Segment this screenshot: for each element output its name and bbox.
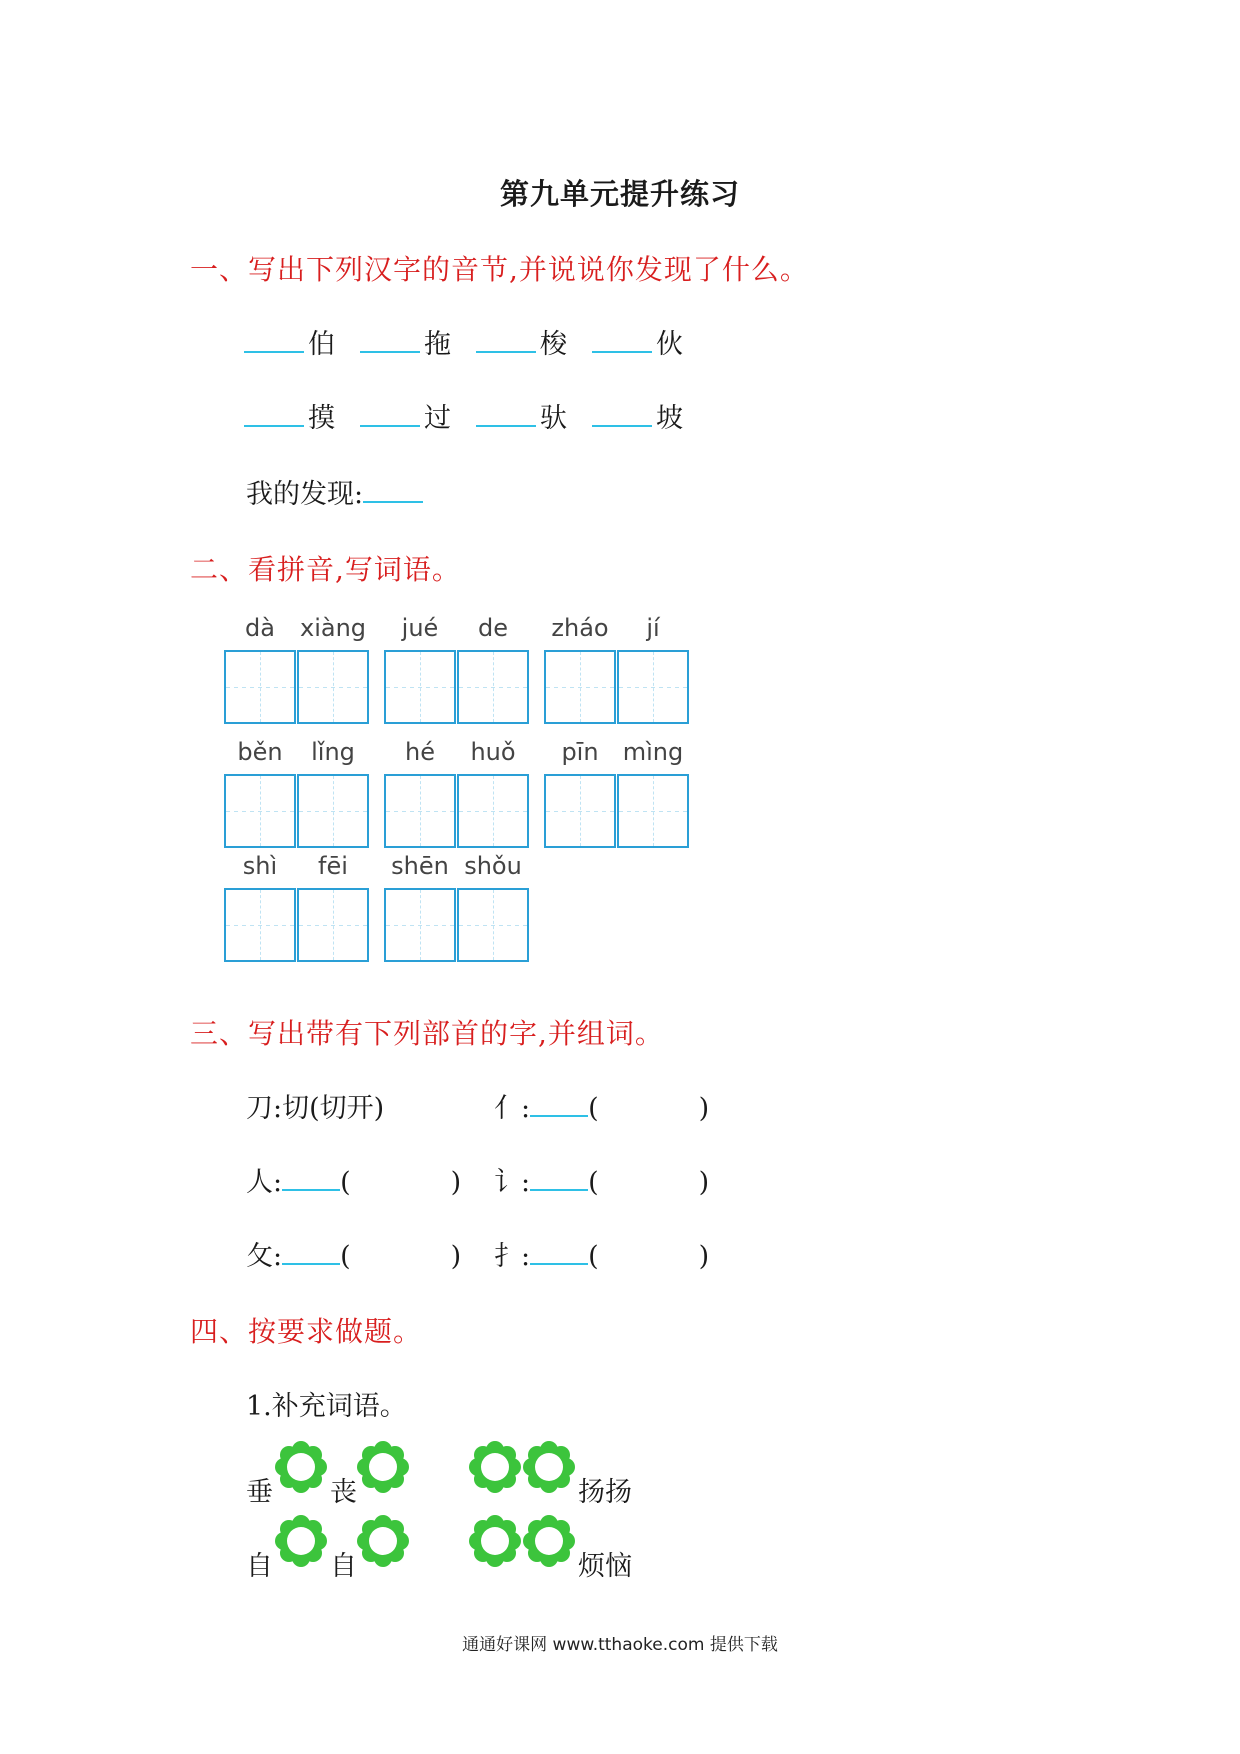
idiom-char: 扬扬 [578, 1477, 632, 1508]
flower-blank-icon[interactable] [274, 1440, 328, 1494]
paren-open: ( [588, 1093, 599, 1124]
answer-blank[interactable] [282, 1163, 340, 1191]
radical-label: 亻: [494, 1093, 531, 1124]
paren-open: ( [340, 1167, 351, 1198]
paren-close: ) [450, 1167, 462, 1198]
flower-blank-icon[interactable] [522, 1514, 576, 1568]
section2-heading: 二、看拼音,写词语。 [190, 553, 461, 586]
writing-cell[interactable] [617, 650, 689, 724]
answer-blank[interactable] [476, 325, 536, 353]
radical-label: 讠: [494, 1167, 531, 1198]
writing-cell[interactable] [224, 650, 296, 724]
radical-item [494, 1234, 709, 1273]
flower-blank-icon[interactable] [356, 1440, 410, 1494]
pinyin-label: jí [646, 614, 660, 642]
answer-blank[interactable] [360, 399, 420, 427]
pinyin-label: shēn [391, 852, 449, 880]
radical-label: 人: [246, 1167, 283, 1198]
answer-blank[interactable] [530, 1089, 588, 1117]
paren-open: ( [340, 1241, 351, 1272]
syllable-item [244, 396, 335, 435]
writing-cell[interactable] [384, 888, 456, 962]
pinyin-label: běn [237, 738, 283, 766]
pinyin-label: shǒu [464, 852, 522, 880]
hanzi-char: 摸 [308, 403, 335, 434]
writing-cell[interactable] [297, 774, 369, 848]
hanzi-char: 梭 [540, 329, 567, 360]
idiom-char: 自 [330, 1551, 357, 1582]
syllable-item [476, 322, 567, 361]
paren-close: ) [698, 1241, 710, 1272]
writing-cell[interactable] [224, 774, 296, 848]
answer-blank[interactable] [244, 325, 304, 353]
writing-cell[interactable] [617, 774, 689, 848]
paren-open: ( [588, 1167, 599, 1198]
paren-close: ) [450, 1241, 462, 1272]
radical-example: 刀:切(切开) [246, 1093, 385, 1124]
syllable-item [360, 396, 451, 435]
answer-blank[interactable] [592, 399, 652, 427]
flower-blank-icon[interactable] [468, 1514, 522, 1568]
writing-cell[interactable] [224, 888, 296, 962]
discovery-input[interactable] [363, 475, 423, 503]
page-title: 第九单元提升练习 [499, 177, 740, 211]
paren-open: ( [588, 1241, 599, 1272]
idiom-char: 烦恼 [578, 1551, 632, 1582]
writing-cell[interactable] [384, 774, 456, 848]
answer-blank[interactable] [530, 1237, 588, 1265]
pinyin-label: hé [405, 738, 435, 766]
answer-blank[interactable] [476, 399, 536, 427]
radical-item [246, 1160, 461, 1199]
radical-item [246, 1234, 461, 1273]
syllable-item [592, 396, 683, 435]
idiom-char: 丧 [330, 1477, 357, 1508]
radical-item [494, 1086, 709, 1125]
pinyin-label: jué [401, 614, 439, 642]
writing-cell[interactable] [457, 888, 529, 962]
discovery-label: 我的发现: [246, 479, 364, 510]
answer-blank[interactable] [244, 399, 304, 427]
writing-cell[interactable] [384, 650, 456, 724]
hanzi-char: 过 [424, 403, 451, 434]
writing-cell[interactable] [544, 774, 616, 848]
answer-blank[interactable] [592, 325, 652, 353]
paren-close: ) [698, 1167, 710, 1198]
radical-item [494, 1160, 709, 1199]
pinyin-label: lǐng [311, 738, 355, 766]
discovery-row [246, 472, 427, 511]
pinyin-label: de [478, 614, 508, 642]
answer-blank[interactable] [530, 1163, 588, 1191]
pinyin-label: mìng [622, 738, 684, 766]
section3-heading: 三、写出带有下列部首的字,并组词。 [190, 1017, 664, 1050]
flower-blank-icon[interactable] [522, 1440, 576, 1494]
pinyin-label: pīn [561, 738, 599, 766]
radical-label: 扌: [494, 1241, 531, 1272]
pinyin-label: xiàng [299, 614, 367, 642]
hanzi-char: 拖 [424, 329, 451, 360]
pinyin-label: shì [242, 852, 278, 880]
flower-blank-icon[interactable] [468, 1440, 522, 1494]
syllable-item [592, 322, 683, 361]
section4-heading: 四、按要求做题。 [190, 1315, 423, 1348]
writing-cell[interactable] [457, 774, 529, 848]
pinyin-label: zháo [551, 614, 609, 642]
hanzi-char: 伙 [656, 329, 683, 360]
sub-question-1: 1.补充词语。 [246, 1391, 407, 1422]
writing-cell[interactable] [297, 650, 369, 724]
writing-cell[interactable] [457, 650, 529, 724]
footer-credit: 通通好课网 www.tthaoke.com 提供下载 [462, 1635, 778, 1655]
answer-blank[interactable] [360, 325, 420, 353]
pinyin-label: fēi [318, 852, 348, 880]
section1-heading: 一、写出下列汉字的音节,并说说你发现了什么。 [190, 253, 809, 286]
hanzi-char: 驮 [540, 403, 567, 434]
pinyin-label: huǒ [470, 738, 516, 766]
writing-cell[interactable] [297, 888, 369, 962]
flower-blank-icon[interactable] [356, 1514, 410, 1568]
idiom-char: 自 [246, 1551, 273, 1582]
writing-cell[interactable] [544, 650, 616, 724]
paren-close: ) [698, 1093, 710, 1124]
answer-blank[interactable] [282, 1237, 340, 1265]
flower-blank-icon[interactable] [274, 1514, 328, 1568]
hanzi-char: 坡 [656, 403, 683, 434]
hanzi-char: 伯 [308, 329, 335, 360]
syllable-item [476, 396, 567, 435]
idiom-char: 垂 [246, 1477, 273, 1508]
syllable-item [244, 322, 335, 361]
radical-label: 攵: [246, 1241, 283, 1272]
syllable-item [360, 322, 451, 361]
pinyin-label: dà [245, 614, 275, 642]
